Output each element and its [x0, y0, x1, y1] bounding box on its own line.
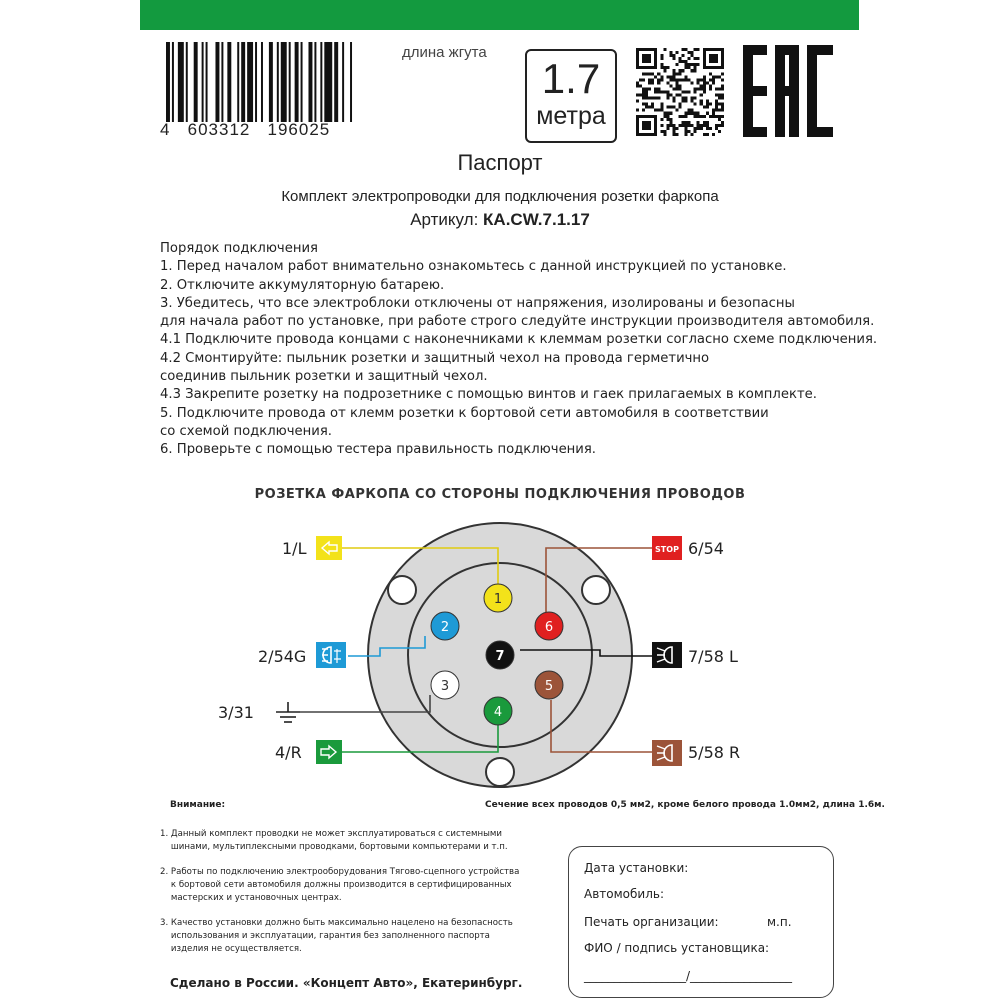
pin-5-number: 5: [544, 679, 554, 694]
page-title: Паспорт: [457, 150, 543, 175]
pin-3-label: 3/31: [218, 703, 254, 722]
page-subtitle: Комплект электропроводки для подключения розетки фаркопа: [281, 188, 719, 205]
parking-light-icon-right: [652, 740, 682, 766]
procedure-line: 3. Убедитесь, что все электроблоки отключены от напряжения, изолированы и безопасны: [160, 295, 795, 311]
article-label: Артикул:: [410, 210, 479, 229]
note-item: 2. Работы по подключению электрооборудования Тягово-сцепного устройства к бортовой сети автомобиля должны производится в сертифицированных мастерских и установочных центрах.: [160, 867, 520, 903]
procedure-line: 6. Проверьте с помощью тестера правильность подключения.: [160, 442, 596, 458]
note-item: 3. Качество установки должно быть максимально нацелено на безопасность использования и эксплуатации, гарантия без заполненного паспорта изделия не осуществляется.: [160, 918, 513, 954]
stamp-label: Печать организации:: [584, 915, 719, 929]
attention-title: Внимание:: [170, 800, 226, 810]
car-field[interactable]: Автомобиль:: [584, 887, 664, 901]
pin-5-label: 5/58 R: [688, 743, 741, 762]
signature-label: ФИО / подпись установщика:: [584, 941, 770, 955]
right-arrow-icon: [316, 740, 342, 764]
procedure-line: 4.1 Подключите провода концами с наконечниками к клеммам розетки согласно схеме подключения.: [160, 332, 878, 348]
barcode-number: 4 603312 196025: [160, 120, 331, 139]
top-green-bar: [140, 0, 859, 30]
procedure-section: [160, 240, 878, 460]
pin-7-number: 7: [495, 649, 505, 664]
mount-hole-top-right: [582, 576, 610, 604]
procedure-line: соединив пыльник розетки и защитный чехол.: [160, 369, 488, 385]
qr-code: [636, 48, 724, 136]
made-in-footer: Сделано в России. «Концепт Авто», Екатеринбург.: [170, 976, 523, 990]
pin-7-label: 7/58 L: [688, 647, 738, 666]
harness-length-label: длина жгута: [402, 44, 487, 61]
length-value: 1.7: [541, 55, 601, 102]
pin-6-number: 6: [544, 620, 554, 635]
parking-light-icon-left: [652, 642, 682, 668]
procedure-line: 1. Перед началом работ внимательно ознакомьтесь с данной инструкцией по установке.: [160, 259, 787, 275]
stamp-field[interactable]: [584, 915, 792, 929]
pin-4-number: 4: [493, 705, 503, 720]
pin-2-label: 2/54G: [258, 647, 307, 666]
mp-label: м.п.: [767, 915, 792, 929]
svg-text:STOP: STOP: [655, 545, 679, 554]
fog-light-icon: [316, 642, 346, 668]
stop-icon: [652, 536, 682, 560]
procedure-line: 4.3 Закрепите розетку на подрозетнике с помощью винтов и гаек прилагаемых в комплекте.: [160, 387, 817, 403]
eac-mark: [743, 45, 833, 137]
procedure-line: 5. Подключите провода от клемм розетки к бортовой сети автомобиля в соответствии: [160, 405, 769, 421]
procedure-line: 4.2 Смонтируйте: пыльник розетки и защитный чехол на провода герметично: [160, 350, 710, 366]
install-date-field[interactable]: Дата установки:: [584, 861, 689, 875]
procedure-line: для начала работ по установке, при работе строго следуйте инструкции производителя автомобиля.: [160, 314, 875, 330]
socket-diagram: [0, 520, 1000, 800]
mount-hole-top-left: [388, 576, 416, 604]
pin-4-label: 4/R: [275, 743, 302, 762]
article-value: КА.CW.7.1.17: [483, 210, 590, 229]
pin-1-label: 1/L: [282, 539, 307, 558]
length-unit: метра: [536, 102, 606, 130]
pin-6-label: 6/54: [688, 539, 724, 558]
pin-1-number: 1: [493, 592, 503, 607]
signature-line[interactable]: _________________/_________________: [584, 969, 793, 983]
pin-3-number: 3: [440, 679, 450, 694]
mount-hole-bottom: [486, 758, 514, 786]
barcode: [166, 42, 354, 122]
cross-section-note: Сечение всех проводов 0,5 мм2, кроме белого провода 1.0мм2, длина 1.6м.: [485, 800, 885, 810]
ground-icon: [276, 702, 300, 722]
procedure-line: со схемой подключения.: [160, 423, 332, 439]
procedure-line: 2. Отключите аккумуляторную батарею.: [160, 277, 445, 293]
installation-form: [568, 846, 834, 998]
left-arrow-icon: [316, 536, 342, 560]
attention-notes: [160, 828, 560, 968]
length-box: [525, 49, 617, 143]
procedure-heading: Порядок подключения: [160, 241, 318, 256]
article-line: [0, 210, 1000, 230]
diagram-title: РОЗЕТКА ФАРКОПА СО СТОРОНЫ ПОДКЛЮЧЕНИЯ ПРОВОДОВ: [254, 487, 746, 502]
pin-2-number: 2: [440, 620, 450, 635]
note-item: 1. Данный комплект проводки не может эксплуатироваться с системными шинами, мультиплексными проводками, бортовыми компьютерами и т.п.: [160, 829, 508, 852]
